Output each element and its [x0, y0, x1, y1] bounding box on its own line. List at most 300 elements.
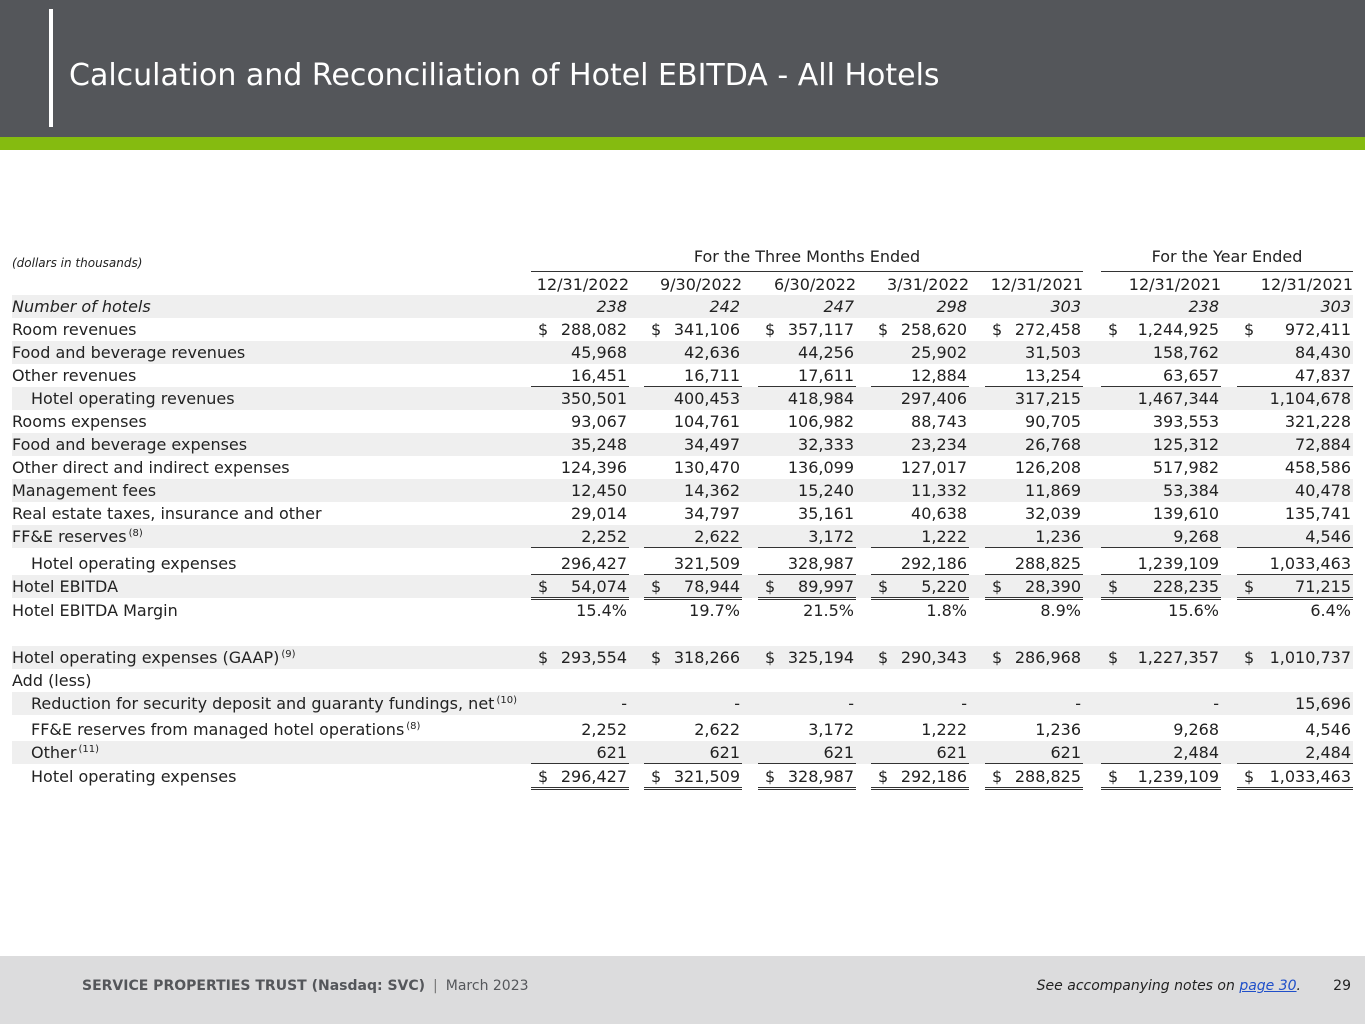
table-cell	[644, 525, 742, 548]
currency-symbol: $	[992, 320, 1003, 339]
table-cell	[758, 669, 856, 691]
table-cell	[644, 646, 742, 668]
cell-value: 328,987	[787, 554, 854, 573]
page-title: Calculation and Reconciliation of Hotel EBITDA - All Hotels	[69, 58, 940, 93]
cell-value: 1,104,678	[1269, 389, 1351, 408]
row-label	[31, 692, 517, 715]
cell-value: 2,252	[581, 527, 627, 546]
row-label-text: Other direct and indirect expenses	[12, 458, 290, 477]
table-row	[12, 525, 1353, 548]
table-cell	[985, 341, 1083, 363]
cell-value: 88,743	[911, 412, 967, 431]
cell-value: 3,172	[808, 720, 854, 739]
currency-symbol: $	[651, 320, 662, 339]
row-label	[12, 318, 137, 341]
cell-value: 238	[596, 297, 627, 316]
row-label-text: Other	[31, 743, 77, 762]
table-cell	[531, 456, 629, 478]
row-label-text: Hotel operating expenses	[31, 767, 237, 786]
table-cell	[1237, 575, 1353, 600]
cell-value: 325,194	[787, 648, 854, 667]
cell-value: 272,458	[1014, 320, 1081, 339]
table-cell	[1101, 599, 1221, 621]
table-row	[12, 387, 1353, 410]
table-cell	[531, 646, 629, 668]
table-cell	[758, 341, 856, 363]
table-row	[12, 433, 1353, 456]
table-cell	[758, 575, 856, 600]
table-cell	[531, 765, 629, 790]
row-label	[31, 387, 235, 410]
cell-value: 63,657	[1163, 366, 1219, 385]
cell-value: 293,554	[560, 648, 627, 667]
cell-value: 158,762	[1152, 343, 1219, 362]
cell-value: 136,099	[787, 458, 854, 477]
cell-value: -	[734, 694, 740, 713]
table-cell	[758, 646, 856, 668]
table-cell	[1237, 502, 1353, 524]
cell-value: 4,546	[1305, 720, 1351, 739]
group-header-three-months: For the Three Months Ended	[693, 247, 921, 266]
row-label-text: Food and beverage expenses	[12, 435, 248, 454]
cell-value: 15.4%	[576, 601, 627, 620]
table-cell	[531, 669, 629, 691]
table-cell	[871, 552, 969, 575]
row-label	[31, 741, 99, 764]
cell-value: 1,033,463	[1269, 767, 1351, 786]
cell-value: 9,268	[1173, 527, 1219, 546]
cell-value: 2,484	[1305, 743, 1351, 762]
table-cell	[758, 718, 856, 740]
table-cell	[531, 741, 629, 764]
cell-value: 17,611	[798, 366, 854, 385]
table-cell	[644, 318, 742, 340]
cell-value: 288,082	[560, 320, 627, 339]
row-label-text: Rooms expenses	[12, 412, 147, 431]
table-cell	[1237, 718, 1353, 740]
row-label-text: Hotel operating revenues	[31, 389, 235, 408]
table-cell	[531, 479, 629, 501]
table-row	[12, 502, 1353, 525]
footnote-marker: (8)	[406, 721, 421, 732]
cell-value: 286,968	[1014, 648, 1081, 667]
cell-value: -	[1075, 694, 1081, 713]
table-cell	[985, 364, 1083, 387]
table-cell	[644, 295, 742, 317]
cell-value: 1,222	[921, 527, 967, 546]
table-cell	[758, 502, 856, 524]
table-cell	[758, 364, 856, 387]
row-label	[12, 525, 143, 548]
cell-value: 32,333	[798, 435, 854, 454]
cell-value: 6.4%	[1310, 601, 1351, 620]
table-cell	[644, 741, 742, 764]
table-cell	[1101, 387, 1221, 409]
row-label	[12, 646, 296, 669]
row-label	[12, 341, 245, 364]
table-cell	[985, 599, 1083, 621]
table-cell	[758, 433, 856, 455]
table-cell	[1237, 741, 1353, 764]
table-cell	[644, 387, 742, 409]
row-label	[12, 502, 322, 525]
cell-value: 71,215	[1295, 577, 1351, 596]
row-label	[12, 599, 178, 622]
table-cell	[1237, 410, 1353, 432]
cell-value: 126,208	[1014, 458, 1081, 477]
table-cell	[1101, 341, 1221, 363]
currency-symbol: $	[878, 577, 889, 596]
table-cell	[1101, 433, 1221, 455]
table-cell	[871, 669, 969, 691]
cell-value: -	[1213, 694, 1219, 713]
cell-value: 303	[1320, 297, 1351, 316]
row-label	[31, 765, 236, 788]
cell-value: 321,509	[673, 767, 740, 786]
table-cell	[985, 692, 1083, 714]
table-cell	[531, 525, 629, 548]
table-cell	[644, 575, 742, 600]
table-cell	[985, 525, 1083, 548]
cell-value: 290,343	[900, 648, 967, 667]
table-cell	[644, 364, 742, 387]
table-cell	[871, 341, 969, 363]
row-label-text: Number of hotels	[12, 297, 151, 316]
table-cell	[531, 599, 629, 621]
table-cell	[758, 479, 856, 501]
cell-value: 400,453	[673, 389, 740, 408]
table-cell	[1237, 479, 1353, 501]
table-cell	[985, 575, 1083, 600]
currency-symbol: $	[538, 767, 549, 786]
cell-value: 296,427	[560, 767, 627, 786]
currency-symbol: $	[651, 767, 662, 786]
column-header-6: 12/31/2021	[1101, 274, 1221, 297]
cell-value: 2,622	[694, 720, 740, 739]
table-cell	[985, 295, 1083, 317]
currency-symbol: $	[1108, 320, 1119, 339]
cell-value: 15,240	[798, 481, 854, 500]
row-label	[12, 575, 118, 598]
currency-symbol: $	[538, 320, 549, 339]
cell-value: 47,837	[1295, 366, 1351, 385]
cell-value: 298	[936, 297, 967, 316]
cell-value: 9,268	[1173, 720, 1219, 739]
currency-symbol: $	[992, 767, 1003, 786]
table-cell	[1101, 575, 1221, 600]
cell-value: 303	[1050, 297, 1081, 316]
row-label	[12, 364, 136, 387]
table-cell	[644, 433, 742, 455]
table-cell	[985, 765, 1083, 790]
table-cell	[758, 692, 856, 714]
table-cell	[758, 741, 856, 764]
table-row	[12, 765, 1353, 788]
table-cell	[758, 765, 856, 790]
footer	[0, 956, 1365, 1024]
table-cell	[1237, 692, 1353, 714]
cell-value: 16,451	[571, 366, 627, 385]
currency-symbol: $	[1108, 648, 1119, 667]
table-cell	[871, 741, 969, 764]
cell-value: 31,503	[1025, 343, 1081, 362]
cell-value: 458,586	[1284, 458, 1351, 477]
cell-value: 15,696	[1295, 694, 1351, 713]
cell-value: 34,497	[684, 435, 740, 454]
cell-value: 90,705	[1025, 412, 1081, 431]
notes-page-link[interactable]: page 30	[1239, 978, 1297, 994]
table-cell	[871, 364, 969, 387]
cell-value: 11,332	[911, 481, 967, 500]
table-row	[12, 318, 1353, 341]
cell-value: 1,010,737	[1269, 648, 1351, 667]
cell-value: 78,944	[684, 577, 740, 596]
table-cell	[1237, 433, 1353, 455]
cell-value: 2,484	[1173, 743, 1219, 762]
cell-value: 15.6%	[1168, 601, 1219, 620]
row-label	[12, 456, 290, 479]
table-cell	[985, 502, 1083, 524]
cell-value: 53,384	[1163, 481, 1219, 500]
table-cell	[758, 387, 856, 409]
table-cell	[531, 295, 629, 317]
cell-value: 1,236	[1035, 720, 1081, 739]
cell-value: 1,227,357	[1137, 648, 1219, 667]
row-label	[12, 410, 147, 433]
table-cell	[644, 765, 742, 790]
cell-value: 26,768	[1025, 435, 1081, 454]
cell-value: 40,478	[1295, 481, 1351, 500]
cell-value: 19.7%	[689, 601, 740, 620]
table-cell	[871, 295, 969, 317]
cell-value: 621	[936, 743, 967, 762]
currency-symbol: $	[651, 648, 662, 667]
currency-symbol: $	[878, 648, 889, 667]
table-cell	[1101, 410, 1221, 432]
table-cell	[871, 692, 969, 714]
cell-value: 328,987	[787, 767, 854, 786]
table-cell	[1237, 318, 1353, 340]
currency-symbol: $	[878, 320, 889, 339]
cell-value: 44,256	[798, 343, 854, 362]
table-row	[12, 364, 1353, 387]
accent-stripe	[0, 137, 1365, 150]
cell-value: 1,222	[921, 720, 967, 739]
table-cell	[531, 387, 629, 409]
table-cell	[1101, 456, 1221, 478]
table-row	[12, 669, 1353, 692]
cell-value: 54,074	[571, 577, 627, 596]
table-cell	[871, 456, 969, 478]
table-cell	[1101, 552, 1221, 575]
table-cell	[1101, 765, 1221, 790]
cell-value: 84,430	[1295, 343, 1351, 362]
cell-value: 13,254	[1025, 366, 1081, 385]
cell-value: 29,014	[571, 504, 627, 523]
currency-symbol: $	[992, 648, 1003, 667]
table-cell	[985, 456, 1083, 478]
row-label-text: FF&E reserves from managed hotel operations	[31, 720, 405, 739]
table-cell	[985, 387, 1083, 409]
currency-symbol: $	[538, 648, 549, 667]
table-row	[12, 295, 1353, 318]
row-label	[31, 718, 420, 741]
cell-value: 124,396	[560, 458, 627, 477]
table-row	[12, 410, 1353, 433]
table-cell	[985, 410, 1083, 432]
table-cell	[644, 669, 742, 691]
table-cell	[758, 318, 856, 340]
footer-notes	[1037, 978, 1301, 994]
table-cell	[871, 646, 969, 668]
table-cell	[1101, 525, 1221, 548]
cell-value: -	[621, 694, 627, 713]
table-cell	[1237, 646, 1353, 668]
table-cell	[1101, 318, 1221, 340]
table-cell	[531, 364, 629, 387]
table-cell	[1101, 295, 1221, 317]
column-header-5: 12/31/2021	[985, 274, 1083, 297]
table-row	[12, 646, 1353, 669]
table-cell	[531, 502, 629, 524]
table-cell	[985, 718, 1083, 740]
cell-value: 317,215	[1014, 389, 1081, 408]
table-row	[12, 599, 1353, 622]
row-label	[12, 669, 92, 692]
table-cell	[1237, 599, 1353, 621]
cell-value: 238	[1188, 297, 1219, 316]
table-cell	[531, 718, 629, 740]
cell-value: 23,234	[911, 435, 967, 454]
table-cell	[985, 646, 1083, 668]
cell-value: 130,470	[673, 458, 740, 477]
cell-value: 104,761	[673, 412, 740, 431]
cell-value: 341,106	[673, 320, 740, 339]
table-cell	[644, 692, 742, 714]
company-name: SERVICE PROPERTIES TRUST (Nasdaq: SVC)	[82, 978, 426, 994]
table-cell	[531, 318, 629, 340]
table-cell	[1237, 364, 1353, 387]
group-rule-three-months	[531, 271, 1083, 272]
table-row	[12, 341, 1353, 364]
table-cell	[644, 502, 742, 524]
row-label-text: Room revenues	[12, 320, 137, 339]
table-cell	[758, 525, 856, 548]
row-label-text: Management fees	[12, 481, 157, 500]
table-cell	[871, 718, 969, 740]
table-cell	[871, 575, 969, 600]
table-cell	[1237, 669, 1353, 691]
table-cell	[758, 295, 856, 317]
cell-value: 16,711	[684, 366, 740, 385]
notes-suffix: .	[1296, 978, 1301, 994]
table-cell	[531, 341, 629, 363]
table-row	[12, 456, 1353, 479]
row-label-text: Hotel EBITDA	[12, 577, 119, 596]
table-cell	[1101, 502, 1221, 524]
table-cell	[1101, 646, 1221, 668]
cell-value: -	[961, 694, 967, 713]
cell-value: 288,825	[1014, 554, 1081, 573]
table-cell	[531, 410, 629, 432]
table-cell	[1237, 341, 1353, 363]
table-cell	[985, 741, 1083, 764]
group-rule-year	[1101, 271, 1353, 272]
cell-value: 127,017	[900, 458, 967, 477]
row-label	[31, 552, 236, 575]
table-cell	[871, 433, 969, 455]
table-cell	[531, 575, 629, 600]
table-cell	[531, 433, 629, 455]
cell-value: 2,622	[694, 527, 740, 546]
cell-value: 25,902	[911, 343, 967, 362]
table-cell	[644, 456, 742, 478]
currency-symbol: $	[1244, 648, 1255, 667]
table-cell	[758, 410, 856, 432]
table-cell	[985, 669, 1083, 691]
table-cell	[985, 552, 1083, 575]
row-label-text: Hotel operating expenses	[31, 554, 237, 573]
cell-value: 297,406	[900, 389, 967, 408]
table-cell	[871, 599, 969, 621]
cell-value: 106,982	[787, 412, 854, 431]
cell-value: 2,252	[581, 720, 627, 739]
row-label-text: Other revenues	[12, 366, 137, 385]
cell-value: -	[848, 694, 854, 713]
table-cell	[985, 318, 1083, 340]
table-cell	[644, 341, 742, 363]
row-label-text: FF&E reserves	[12, 527, 127, 546]
table-cell	[758, 599, 856, 621]
table-row	[12, 741, 1353, 764]
cell-value: 40,638	[911, 504, 967, 523]
cell-value: 621	[709, 743, 740, 762]
table-cell	[758, 552, 856, 575]
cell-value: 8.9%	[1040, 601, 1081, 620]
currency-symbol: $	[765, 767, 776, 786]
table-row	[12, 479, 1353, 502]
cell-value: 1,239,109	[1137, 767, 1219, 786]
cell-value: 1,244,925	[1137, 320, 1219, 339]
column-header-2: 9/30/2022	[644, 274, 742, 297]
table-cell	[1237, 525, 1353, 548]
row-label-text: Reduction for security deposit and guaranty fundings, net	[31, 694, 495, 713]
cell-value: 32,039	[1025, 504, 1081, 523]
table-cell	[644, 479, 742, 501]
cell-value: 45,968	[571, 343, 627, 362]
table-cell	[985, 479, 1083, 501]
column-header-3: 6/30/2022	[758, 274, 856, 297]
currency-symbol: $	[765, 648, 776, 667]
cell-value: 12,884	[911, 366, 967, 385]
currency-symbol: $	[538, 577, 549, 596]
currency-symbol: $	[1108, 577, 1119, 596]
table-cell	[1101, 364, 1221, 387]
column-header-1: 12/31/2022	[531, 274, 629, 297]
footer-separator: |	[433, 978, 438, 994]
table-cell	[1101, 741, 1221, 764]
row-label-text: Hotel operating expenses (GAAP)	[12, 648, 280, 667]
table-cell	[871, 525, 969, 548]
cell-value: 1,239,109	[1137, 554, 1219, 573]
table-cell	[644, 410, 742, 432]
cell-value: 89,997	[798, 577, 854, 596]
footnote-marker: (9)	[281, 649, 296, 660]
cell-value: 292,186	[900, 554, 967, 573]
header-accent-bar	[49, 9, 53, 127]
table-cell	[985, 433, 1083, 455]
cell-value: 292,186	[900, 767, 967, 786]
